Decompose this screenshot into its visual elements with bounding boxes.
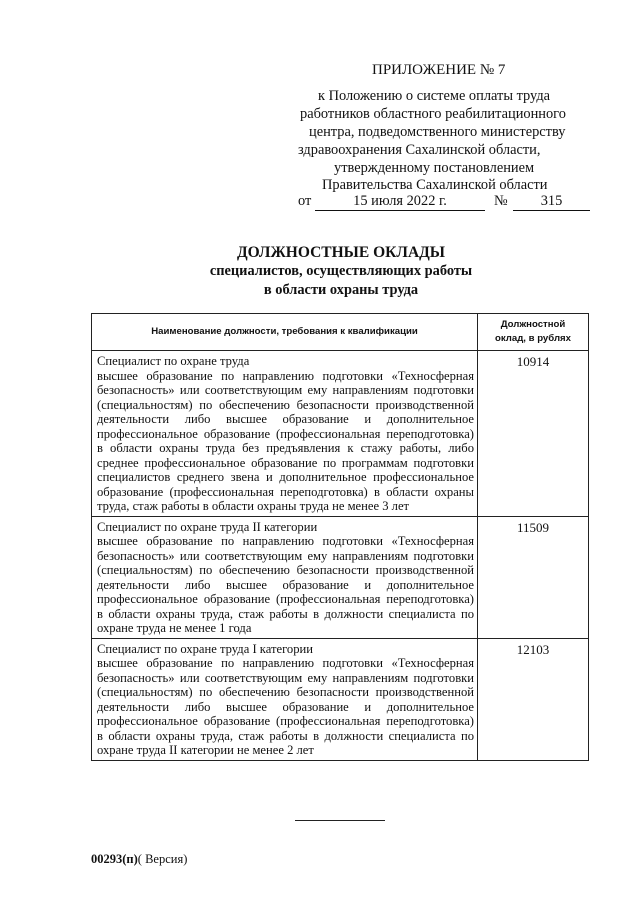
resolution-date: 15 июля 2022 г. <box>315 193 485 211</box>
position-cell <box>92 351 478 517</box>
footer-code-number: 00293(п) <box>91 852 138 866</box>
table-row <box>92 638 589 760</box>
position-requirements: высшее образование по направлению подготовки «Техносферная безопасность» или соответствующим ему направлениям подготовки (специальностям) по обеспечению безопасности производственной деятельности либо высшее образование и дополнительное профессиональное образование (профессиональная переподготовка) в области охраны труда, стаж работы в должности специалиста по охране труда не менее 1 года <box>97 534 474 635</box>
salary-cell: 11509 <box>478 516 589 638</box>
column-header-salary <box>478 314 589 351</box>
closing-divider <box>295 820 385 821</box>
header-line: здравоохранения Сахалинской области, <box>298 142 541 158</box>
column-header-position: Наименование должности, требования к квалификации <box>92 314 478 351</box>
footer-document-code <box>91 852 187 867</box>
appendix-title: ПРИЛОЖЕНИЕ № 7 <box>372 62 506 78</box>
position-requirements: высшее образование по направлению подготовки «Техносферная безопасность» или соответствующим ему направлениям подготовки (специальностям) по обеспечению безопасности производственной деятельности либо высшее образование и дополнительное профессиональное образование (профессиональная переподготовка) в области охраны труда без предъявления к стажу работы, либо среднее профессиональное образование по программам подготовки специалистов среднего звена и дополнительное профессиональное образование (профессиональная переподготовка) в области охраны труда, стаж работы в области охраны труда не менее 3 лет <box>97 368 474 513</box>
header-line: утвержденному постановлением <box>334 160 535 176</box>
document-subtitle-line2: в области охраны труда <box>263 282 419 298</box>
date-label: от <box>298 193 312 209</box>
position-name: Специалист по охране труда I категории <box>97 641 313 656</box>
salary-table <box>91 313 589 761</box>
table-row <box>92 351 589 517</box>
position-requirements: высшее образование по направлению подготовки «Техносферная безопасность» или соответствующим ему направлениям подготовки (специальностям) по обеспечению безопасности производственной деятельности либо высшее образование и дополнительное профессиональное образование (профессиональная переподготовка) в области охраны труда, стаж работы в должности специалиста по охране труда II категории не менее 2 лет <box>97 656 474 757</box>
table-row <box>92 516 589 638</box>
column-header-salary-line1: Должностной <box>500 319 566 330</box>
salary-cell: 10914 <box>478 351 589 517</box>
position-name: Специалист по охране труда <box>97 354 250 368</box>
header-line: к Положению о системе оплаты труда <box>318 88 551 104</box>
position-cell <box>92 516 478 638</box>
document-subtitle-line1: специалистов, осуществляющих работы <box>209 263 473 279</box>
document-title: ДОЛЖНОСТНЫЕ ОКЛАДЫ <box>236 244 446 261</box>
salary-cell: 12103 <box>478 638 589 760</box>
header-line: работников областного реабилитационного <box>300 106 566 122</box>
resolution-date-row <box>298 193 590 213</box>
header-line: Правительства Сахалинской области <box>322 177 548 193</box>
header-line: центра, подведомственного министерству <box>309 124 566 140</box>
position-cell <box>92 638 478 760</box>
number-label: № <box>494 193 508 209</box>
table-header-row <box>92 314 589 351</box>
position-name: Специалист по охране труда II категории <box>97 519 318 534</box>
resolution-number: 315 <box>513 193 590 211</box>
footer-code-version: ( Версия) <box>137 852 188 866</box>
column-header-salary-line2: оклад, в рублях <box>495 333 571 344</box>
